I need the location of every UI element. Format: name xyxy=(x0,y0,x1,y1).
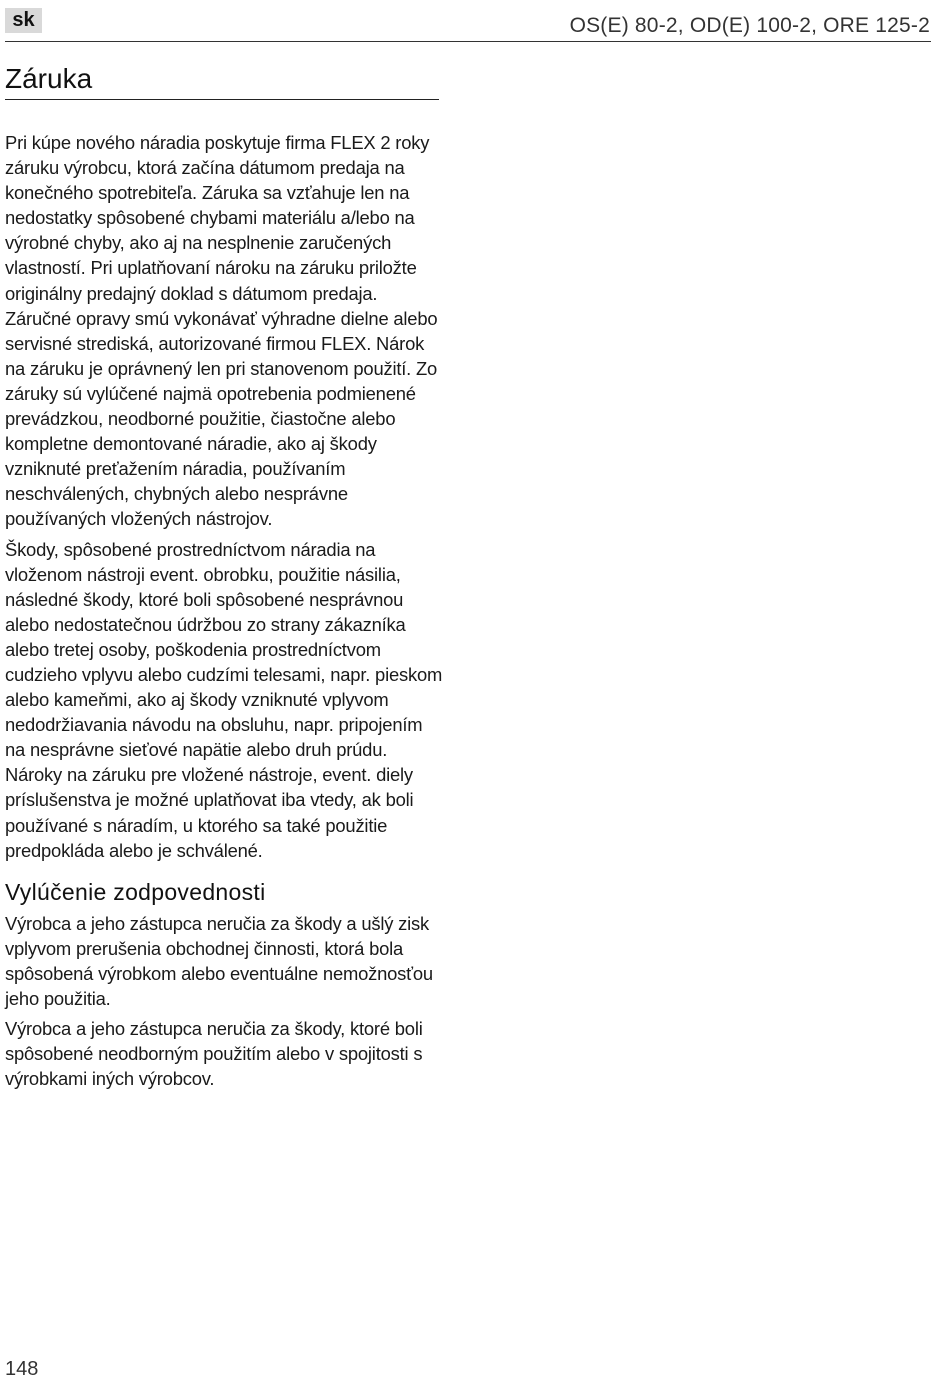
model-header: OS(E) 80-2, OD(E) 100-2, ORE 125-2 xyxy=(569,14,930,37)
page-number: 148 xyxy=(5,1358,39,1380)
liability-paragraph-2: Výrobca a jeho zástupca neručia za škody, ktoré boli spôsobené neodborným použitím alebo v spojitosti s výrobkami iných výrobcov. xyxy=(5,1018,423,1090)
warranty-paragraph-1: Pri kúpe nového náradia poskytuje firma FLEX 2 roky záruku výrobcu, ktorá začína dátumom predaja na konečného spotrebiteľa. Záruka sa vzťahuje len na nedostatky spôsobené chybami materiálu a/lebo na výrobné chyby, ako aj na nesplnenie zaručených vlastností. Pri uplatňovaní nároku na záruku priložte originálny predajný doklad s dátumom predaja. Záručné opravy smú vykonávať výhradne dielne alebo servisné strediská, autorizované firmou FLEX. Nárok na záruku je oprávnený len pri stanovenom použití. Zo záruky sú vylúčené najmä opotrebenia podmienené prevádzkou, neodborné použitie, čiastočne alebo kompletne demontované náradie, ako aj škody vzniknuté preťažením náradia, používaním neschválených, chybných alebo nesprávne používaných vložených nástrojov. xyxy=(5,132,438,530)
warranty-title: Záruka xyxy=(5,63,93,94)
warranty-paragraph-2: Škody, spôsobené prostredníctvom náradia na vloženom nástroji event. obrobku, použitie násilia, následné škody, ktoré boli spôsobené nesprávnou alebo nedostatečnou údržbou zo strany zákazníka alebo tretej osoby, poškodenia prostredníctvom cudzieho vplyvu alebo cudzími telesami, napr. pieskom alebo kameňmi, ako aj škody vzniknuté vplyvom nedodržiavania návodu na obsluhu, napr. pripojením na nesprávne sieťové napätie alebo druh prúdu. Nároky na záruku pre vložené nástroje, event. diely príslušenstva je možné uplatňovat iba vtedy, ak boli používané s náradím, u ktorého sa také použitie predpokláda alebo je schválené. xyxy=(5,538,443,861)
document-body xyxy=(5,130,445,1096)
liability-paragraph-1: Výrobca a jeho zástupca neručia za škody a ušlý zisk vplyvom prerušenia obchodnej činnosti, ktorá bola spôsobená výrobkom alebo eventuálne nemožnosťou jeho použitia. xyxy=(5,912,433,1009)
language-badge: sk xyxy=(5,8,42,33)
header-divider xyxy=(5,41,931,42)
title-divider xyxy=(5,99,439,100)
liability-title: Vylúčenie zodpovednosti xyxy=(5,878,266,905)
